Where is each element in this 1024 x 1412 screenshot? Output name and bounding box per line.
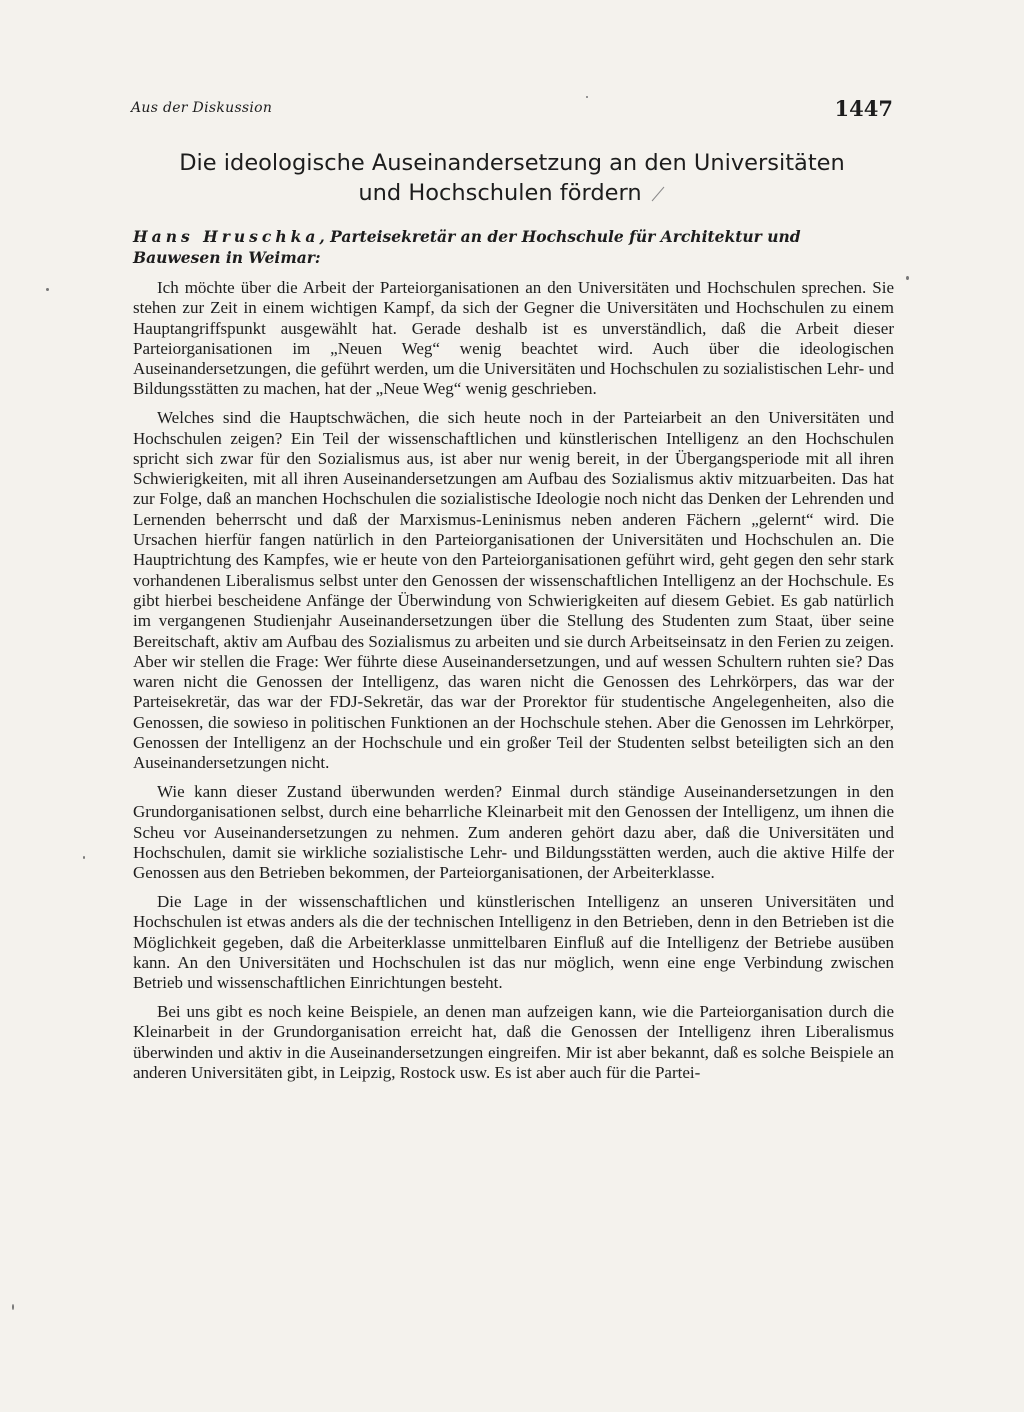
speaker-role: , Parteisekretär an der Hochschule für Architektur und Bauwesen in Weimar:: [133, 227, 801, 267]
article-body: [133, 278, 894, 1092]
paragraph-3: Wie kann dieser Zustand überwunden werden? Einmal durch ständige Auseinandersetzungen in den Grundorganisationen selbst, durch eine beharrliche Kleinarbeit mit den Genossen der Intelligenz, um ihnen die Scheu vor Auseinandersetzungen zu nehmen. Zum anderen gehört dazu aber, daß die Universitäten und Hochschulen, damit sie wirkliche sozialistische Lehr- und Bildungsstätten werden, auch die aktive Hilfe der Genossen aus den Betrieben bekommen, der Parteiorganisationen, der Arbeiterklasse.: [133, 782, 894, 883]
running-title: Aus der Diskussion: [131, 100, 273, 116]
article-title: [140, 148, 884, 208]
page-number: 1447: [834, 96, 893, 121]
byline: [133, 226, 893, 268]
running-head: [131, 96, 893, 122]
paragraph-5: Bei uns gibt es noch keine Beispiele, an denen man aufzeigen kann, wie die Parteiorganisation durch die Kleinarbeit in der Grundorganisation erreicht hat, daß die Genossen der Intelligenz ihren Liberalismus überwinden und aktiv in die Auseinandersetzungen eingreifen. Mir ist aber bekannt, daß es solche Beispiele an anderen Universitäten gibt, in Leipzig, Rostock usw. Es ist aber auch für die Partei-: [133, 1002, 894, 1082]
title-line-2: und Hochschulen fördern: [358, 180, 642, 206]
pencil-mark-icon: [650, 185, 666, 203]
paragraph-1: Ich möchte über die Arbeit der Parteiorganisationen an den Universitäten und Hochschulen sprechen. Sie stehen zur Zeit in einem wichtigen Kampf, da sich der Gegner die Universitäten und Hochschulen zu einem Hauptangriffspunkt ausgewählt hat. Gerade deshalb ist es unverständlich, daß die Arbeit dieser Parteiorganisationen im „Neuen Weg“ wenig beachtet wird. Auch über die ideologischen Auseinandersetzungen, die geführt werden, um die Universitäten und Hochschulen zu sozialistischen Lehr- und Bildungsstätten zu machen, hat der „Neue Weg“ wenig geschrieben.: [133, 278, 894, 399]
paper-speck: [12, 1304, 14, 1310]
paragraph-2: Welches sind die Hauptschwächen, die sich heute noch in der Parteiarbeit an den Universitäten und Hochschulen zeigen? Ein Teil der wissenschaftlichen und künstlerischen Intelligenz an den Hochschulen spricht sich zwar für den Sozialismus aus, ist aber nur wenig bereit, in der Übergangsperiode mit all ihren Schwierigkeiten, mit all ihren Auseinandersetzungen am Aufbau des Sozialismus aktiv mitzuarbeiten. Das hat zur Folge, daß an manchen Hochschulen die sozialistische Ideologie noch nicht das Denken der Lehrenden und Lernenden beherrscht und daß der Marxismus-Leninismus neben anderen Fächern „gelernt“ wird. Die Ursachen hierfür fangen natürlich in den Parteiorganisationen der Universitäten und Hochschulen an. Die Hauptrichtung des Kampfes, wie er heute von den Parteiorganisationen geführt wird, geht gegen den sehr stark vorhandenen Liberalismus selbst unter den Genossen der wissenschaftlichen Intelligenz an der Hochschule. Es gibt hierbei bescheidene Anfänge der Überwindung von Schwierigkeiten auf diesem Gebiet. Es gab natürlich im vergangenen Studienjahr Auseinandersetzungen über die Stellung des Studenten zum Staat, über seine Bereitschaft, aktiv am Aufbau des Sozialismus zu arbeiten und sie durch Arbeitseinsatz in den Ferien zu zeigen. Aber wir stellen die Frage: Wer führte diese Auseinandersetzungen, und auf wessen Schultern ruhten sie? Das waren nicht die Genossen der Intelligenz, das waren nicht die Genossen des Lehrkörpers, das war der Parteisekretär, das war der FDJ-Sekretär, das war der Prorektor für studentische Angelegenheiten, also die Genossen, die sowieso in politischen Funktionen an der Hochschule stehen. Aber die Genossen im Lehrkörper, Genossen der Intelligenz an der Hochschule und ein großer Teil der Studenten selbst beteiligten sich an den Auseinandersetzungen nicht.: [133, 408, 894, 773]
paper-speck: [83, 856, 85, 859]
paragraph-4: Die Lage in der wissenschaftlichen und künstlerischen Intelligenz an unseren Universitäten und Hochschulen ist etwas anders als die der technischen Intelligenz in den Betrieben, denn in den Betrieben ist die Möglichkeit gegeben, daß die Arbeiterklasse unmittelbaren Einfluß auf die Intelligenz der Betriebe ausüben kann. An den Universitäten und Hochschulen ist das nur möglich, wenn eine enge Verbindung zwischen Betrieb und wissenschaftlichen Einrichtungen besteht.: [133, 892, 894, 993]
title-line-2-wrap: [140, 178, 884, 208]
paper-speck: [46, 288, 49, 291]
paper-speck: [586, 96, 588, 98]
title-line-1: Die ideologische Auseinandersetzung an den Universitäten: [179, 150, 845, 176]
speaker-name: Hans Hruschka: [133, 227, 320, 246]
paper-speck: [906, 276, 909, 280]
